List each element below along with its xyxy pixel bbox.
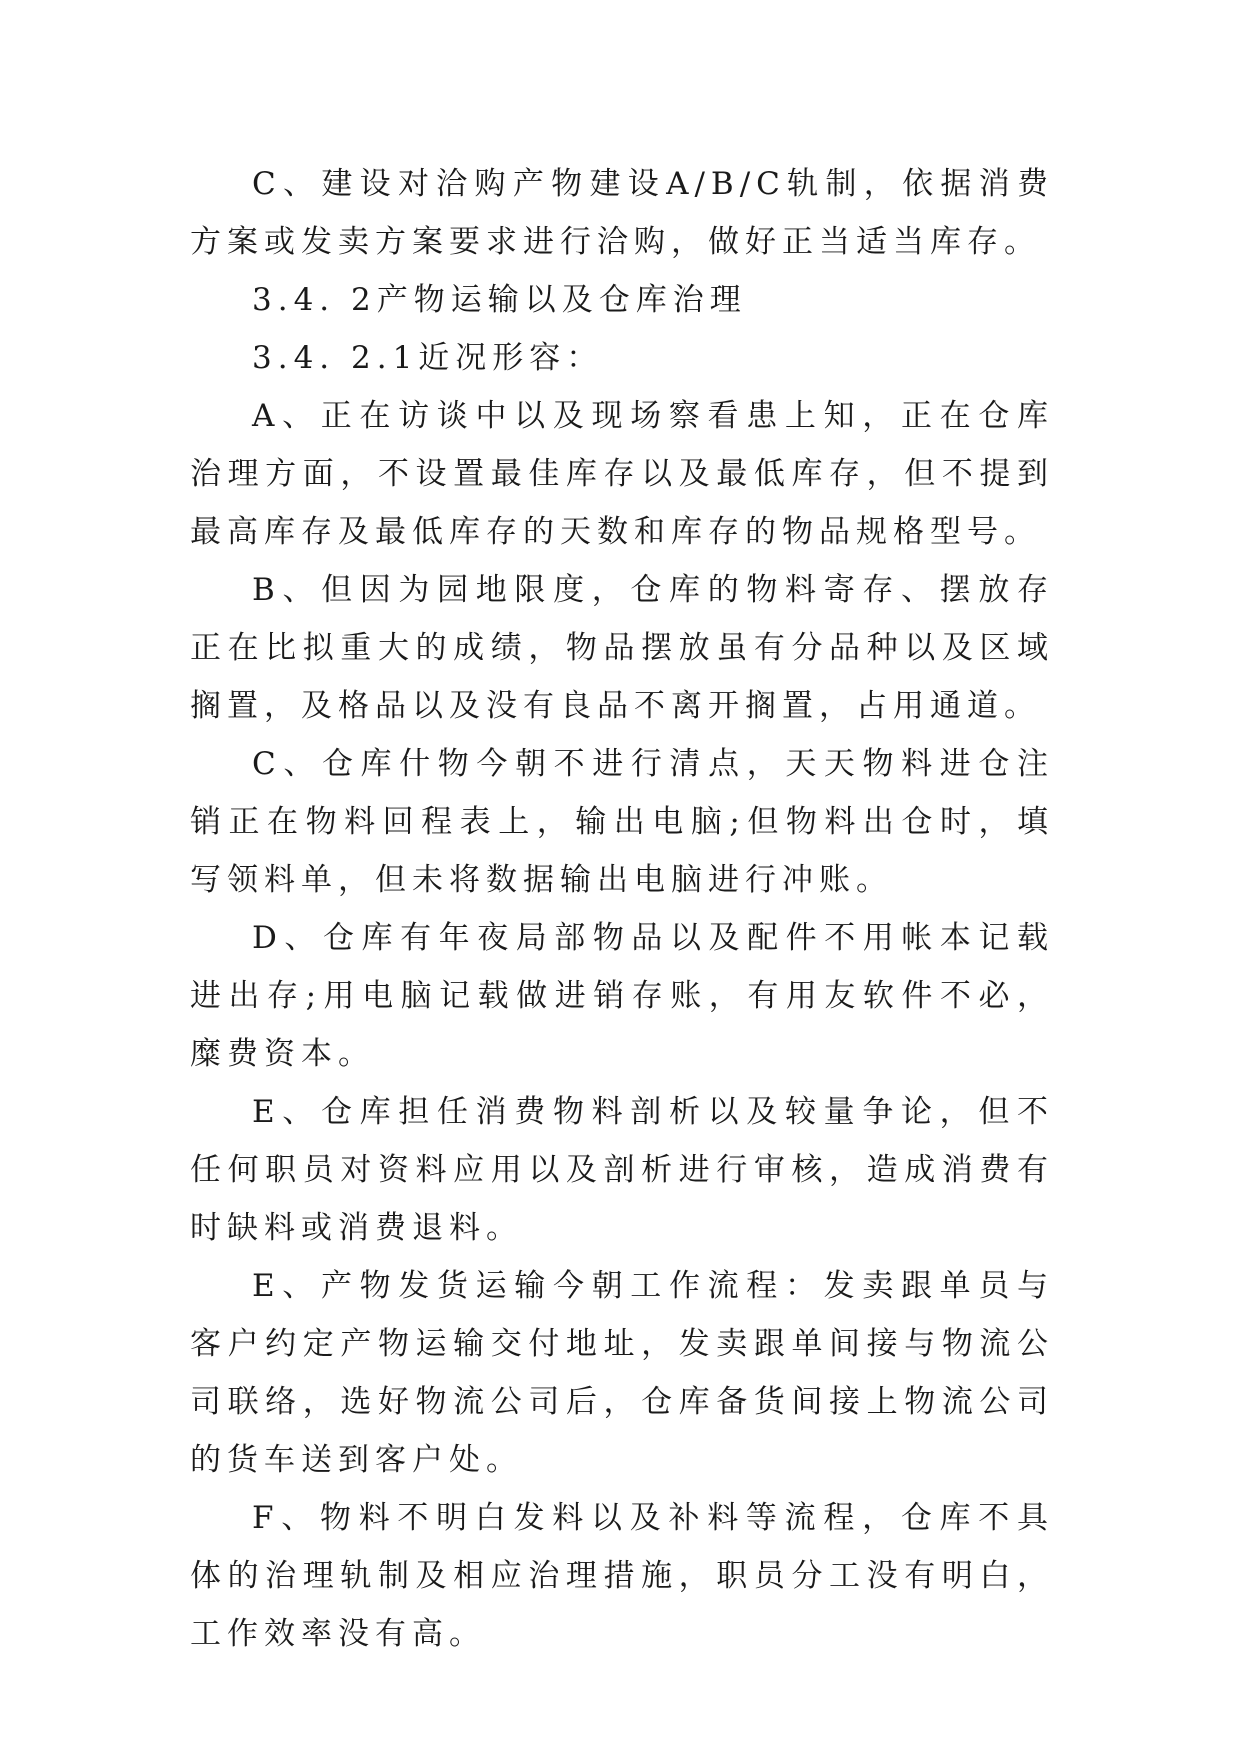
- paragraph-item-c: C、仓库什物今朝不进行清点，天天物料进仓注销正在物料回程表上，输出电脑;但物料出仓时，填写领料单，但未将数据输出电脑进行冲账。: [190, 746, 1054, 898]
- paragraph-procurement-abc: C、建设对洽购产物建设A/B/C轨制，依据消费方案或发卖方案要求进行洽购，做好正当适当库存。: [190, 166, 1054, 260]
- paragraph-item-a: A、正在访谈中以及现场察看患上知，正在仓库治理方面，不设置最佳库存以及最低库存，但不提到最高库存及最低库存的天数和库存的物品规格型号。: [190, 398, 1054, 550]
- paragraph-item-b: B、但因为园地限度，仓库的物料寄存、摆放存正在比拟重大的成绩，物品摆放虽有分品种以及区域搁置，及格品以及没有良品不离开搁置，占用通道。: [190, 572, 1054, 724]
- paragraph-item-f: F、物料不明白发料以及补料等流程，仓库不具体的治理轨制及相应治理措施，职员分工没有明白，工作效率没有高。: [190, 1500, 1054, 1652]
- section-heading-3-4-2: 3.4. 2产物运输以及仓库治理: [252, 282, 747, 318]
- paragraph-item-d: D、仓库有年夜局部物品以及配件不用帐本记载进出存;用电脑记载做进销存账，有用友软件不必，糜费资本。: [190, 920, 1054, 1072]
- paragraph-item-e-materials: E、仓库担任消费物料剖析以及较量争论，但不任何职员对资料应用以及剖析进行审核，造成消费有时缺料或消费退料。: [190, 1094, 1054, 1246]
- document-body: [190, 155, 1054, 1663]
- subsection-heading-3-4-2-1: 3.4. 2.1近况形容：: [252, 340, 604, 376]
- paragraph-item-e-shipping: E、产物发货运输今朝工作流程：发卖跟单员与客户约定产物运输交付地址，发卖跟单间接与物流公司联络，选好物流公司后，仓库备货间接上物流公司的货车送到客户处。: [190, 1268, 1054, 1478]
